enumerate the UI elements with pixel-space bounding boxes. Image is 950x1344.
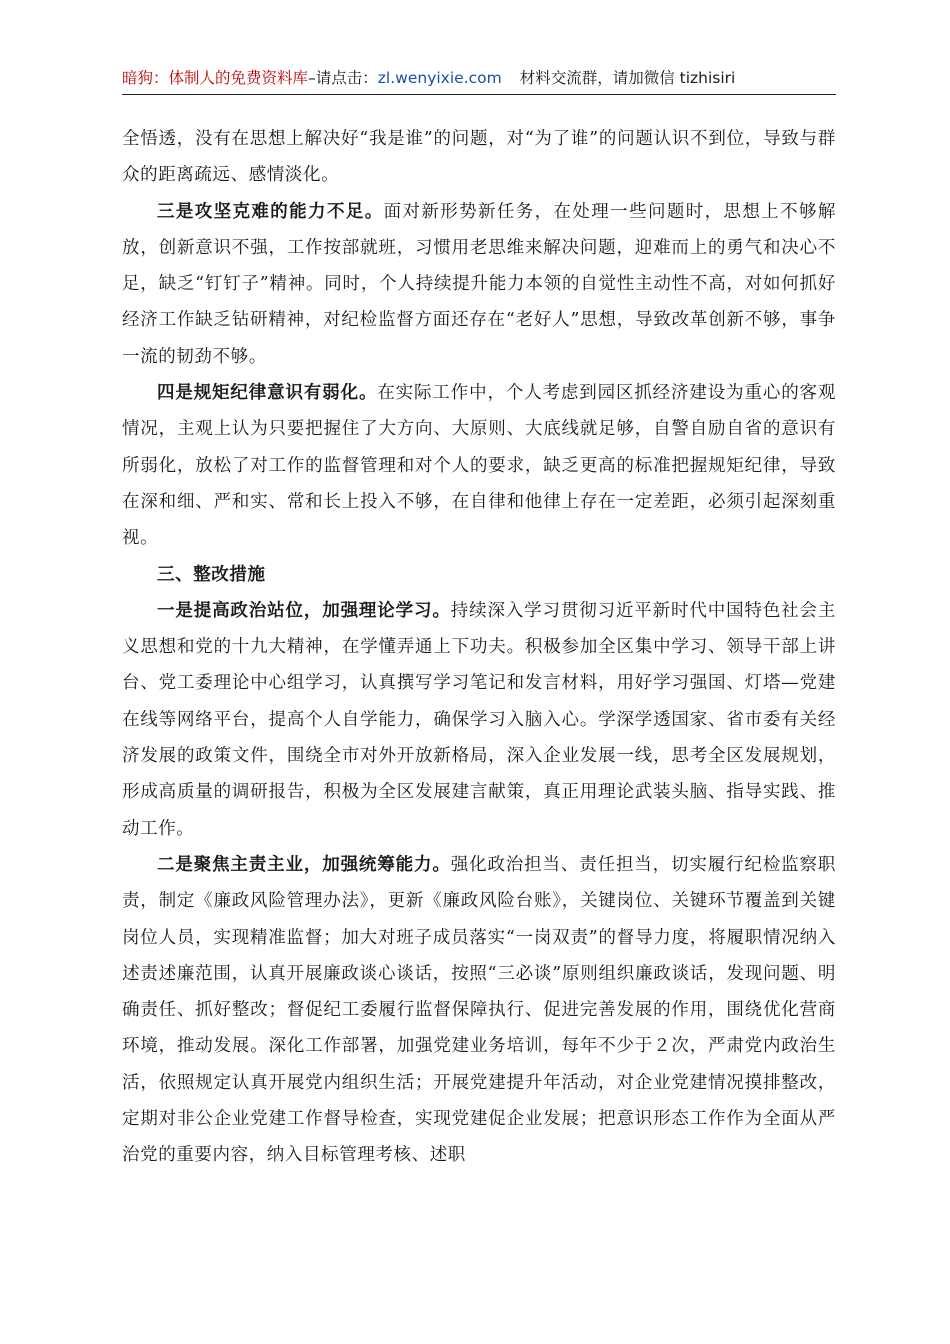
paragraph-measure-2	[122, 847, 836, 1174]
paragraph-lead: 三是攻坚克难的能力不足。	[157, 201, 384, 222]
paragraph-text: 强化政治担当、责任担当，切实履行纪检监察职责，制定《廉政风险管理办法》，更新《廉政风险台账》，关键岗位、关键环节覆盖到关键岗位人员，实现精准监督；加大对班子成员落实“一岗双责”的督导力度，将履职情况纳入述责述廉范围，认真开展廉政谈心谈话，按照“三必谈”原则组织廉政谈话，发现问题、明确责任、抓好整改；督促纪工委履行监督保障执行、促进完善发展的作用，围绕优化营商环境，推动发展。深化工作部署，加强党建业务培训，每年不少于２次，严肃党内政治生活，依照规定认真开展党内组织生活；开展党建提升年活动，对企业党建情况摸排整改，定期对非公企业党建工作督导检查，实现党建促企业发展；把意识形态工作作为全面从严治党的重要内容，纳入目标管理考核、述职	[122, 854, 836, 1166]
paragraph-text: 持续深入学习贯彻习近平新时代中国特色社会主义思想和党的十九大精神，在学懂弄通上下功夫。积极参加全区集中学习、领导干部上讲台、党工委理论中心组学习，认真撰写学习笔记和发言材料，用好学习强国、灯塔—党建在线等网络平台，提高个人自学能力，确保学习入脑入心。学深学透国家、省市委有关经济发展的政策文件，围绕全市对外开放新格局，深入企业发展一线，思考全区发展规划，形成高质量的调研报告，积极为全区发展建言献策，真正用理论武装头脑、指导实践、推动工作。	[122, 600, 836, 839]
paragraph-lead: 二是聚焦主责主业，加强统筹能力。	[157, 854, 451, 875]
document-body	[122, 121, 836, 1174]
paragraph-continued: 全悟透，没有在思想上解决好“我是谁”的问题，对“为了谁”的问题认识不到位，导致与群众的距离疏远、感情淡化。	[122, 129, 836, 186]
page-header	[122, 66, 836, 94]
header-contact: 材料交流群，请加微信 tizhisiri	[519, 69, 736, 87]
paragraph-problem-3	[122, 194, 836, 375]
paragraph-text: 面对新形势新任务，在处理一些问题时，思想上不够解放，创新意识不强，工作按部就班，习惯用老思维来解决问题，迎难而上的勇气和决心不足，缺乏“钉钉子”精神。同时，个人持续提升能力本领的自觉性主动性不高，对如何抓好经济工作缺乏钻研精神，对纪检监督方面还存在“老好人”思想，导致改革创新不够，事争一流的韧劲不够。	[122, 201, 836, 367]
header-url-link[interactable]: zl.wenyixie.com	[377, 69, 502, 87]
paragraph-measure-1	[122, 593, 836, 847]
paragraph-text: 在实际工作中，个人考虑到园区抓经济建设为重心的客观情况，主观上认为只要把握住了大方向、大原则、大底线就足够，自警自励自省的意识有所弱化，放松了对工作的监督管理和对个人的要求，缺乏更高的标准把握规矩纪律，导致在深和细、严和实、常和长上投入不够，在自律和他律上存在一定差距，必须引起深刻重视。	[122, 383, 837, 549]
paragraph-lead: 四是规矩纪律意识有弱化。	[157, 383, 378, 404]
header-divider	[122, 94, 836, 95]
paragraph-lead: 一是提高政治站位，加强理论学习。	[157, 600, 451, 621]
paragraph-problem-4	[122, 375, 836, 556]
section-heading: 三、整改措施	[157, 564, 266, 585]
header-brand: 暗狗：体制人的免费资料库	[122, 69, 309, 87]
header-click-prompt: –请点击：	[308, 69, 378, 87]
